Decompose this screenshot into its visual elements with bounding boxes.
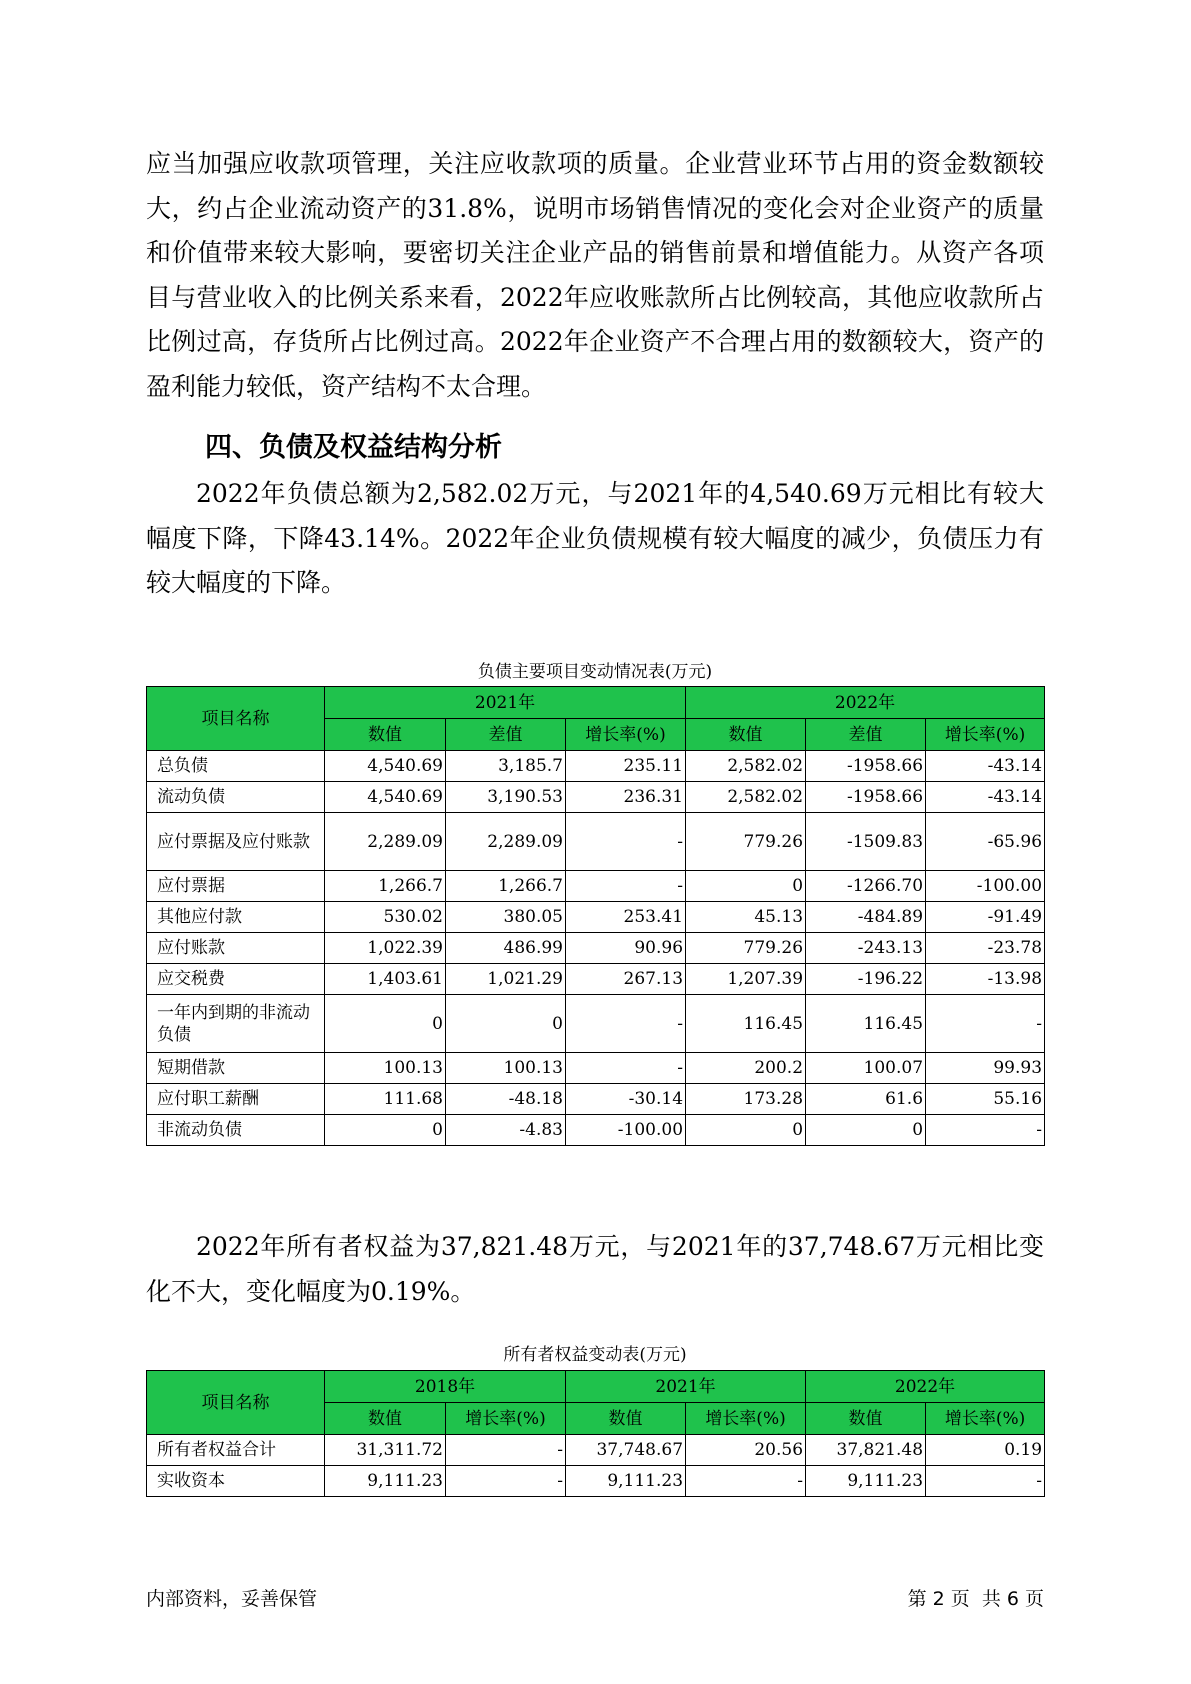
table-cell: 31,311.72 (325, 1435, 446, 1466)
table-row (147, 782, 1045, 813)
table-cell: -484.89 (806, 902, 926, 933)
table-cell: 61.6 (806, 1084, 926, 1115)
table-cell: 2,289.09 (325, 813, 446, 871)
table-cell: 100.13 (446, 1053, 566, 1084)
paragraph-liabilities: 2022年负债总额为2,582.02万元，与2021年的4,540.69万元相比有较大幅度下降，下降43.14%。2022年企业负债规模有较大幅度的减少，负债压力有较大幅度的下降。 (146, 479, 1044, 597)
table-cell: 90.96 (566, 933, 686, 964)
row-label: 非流动负债 (147, 1115, 325, 1146)
table-cell: -65.96 (926, 813, 1045, 871)
table-cell: 1,021.29 (446, 964, 566, 995)
section-heading: 四、负债及权益结构分析 (205, 432, 502, 463)
table-cell: 235.11 (566, 751, 686, 782)
subheader-value: 数值 (686, 719, 806, 751)
table-row (147, 933, 1045, 964)
header-year-2021: 2021年 (566, 1371, 806, 1403)
table-cell: -43.14 (926, 782, 1045, 813)
table-cell: 3,190.53 (446, 782, 566, 813)
table-cell: 45.13 (686, 902, 806, 933)
table-cell: 4,540.69 (325, 751, 446, 782)
table-cell: 1,207.39 (686, 964, 806, 995)
subheader-growth: 增长率(%) (446, 1403, 566, 1435)
table-cell: 0 (686, 1115, 806, 1146)
table-cell: 9,111.23 (566, 1466, 686, 1497)
table-cell: 267.13 (566, 964, 686, 995)
subheader-growth: 增长率(%) (926, 1403, 1045, 1435)
equity-table (146, 1370, 1045, 1497)
table-cell: 2,582.02 (686, 782, 806, 813)
table-cell: 530.02 (325, 902, 446, 933)
header-year-2022: 2022年 (806, 1371, 1045, 1403)
table-cell: 779.26 (686, 933, 806, 964)
table-cell: 100.13 (325, 1053, 446, 1084)
table-cell: 779.26 (686, 813, 806, 871)
table-row (147, 1084, 1045, 1115)
table-cell: - (566, 871, 686, 902)
table-cell: - (926, 1115, 1045, 1146)
row-label: 一年内到期的非流动负债 (147, 995, 325, 1053)
row-label: 应交税费 (147, 964, 325, 995)
table-cell: 2,289.09 (446, 813, 566, 871)
table-cell: 1,266.7 (446, 871, 566, 902)
table-cell: 100.07 (806, 1053, 926, 1084)
table-cell: 0.19 (926, 1435, 1045, 1466)
table-cell: 55.16 (926, 1084, 1045, 1115)
table-cell: - (566, 1053, 686, 1084)
table-cell: 116.45 (806, 995, 926, 1053)
subheader-value: 数值 (806, 1403, 926, 1435)
table-row (147, 964, 1045, 995)
table-cell: -13.98 (926, 964, 1045, 995)
table-cell: 380.05 (446, 902, 566, 933)
table-row (147, 1053, 1045, 1084)
table-cell: -1958.66 (806, 782, 926, 813)
row-label: 应付票据 (147, 871, 325, 902)
table-cell: -43.14 (926, 751, 1045, 782)
header-year-2022: 2022年 (686, 687, 1045, 719)
table-cell: 173.28 (686, 1084, 806, 1115)
table-cell: 0 (325, 1115, 446, 1146)
table-row (147, 995, 1045, 1053)
row-label: 短期借款 (147, 1053, 325, 1084)
table-cell: - (446, 1435, 566, 1466)
table-row (147, 871, 1045, 902)
table-row (147, 751, 1045, 782)
header-year-2018: 2018年 (325, 1371, 566, 1403)
table-cell: 1,266.7 (325, 871, 446, 902)
table-cell: 37,821.48 (806, 1435, 926, 1466)
table-row (147, 1115, 1045, 1146)
subheader-value: 数值 (325, 719, 446, 751)
table-cell: -4.83 (446, 1115, 566, 1146)
paragraph-equity: 2022年所有者权益为37,821.48万元，与2021年的37,748.67万元相比变化不大，变化幅度为0.19%。 (146, 1232, 1044, 1306)
subheader-growth: 增长率(%) (926, 719, 1045, 751)
table-cell: -48.18 (446, 1084, 566, 1115)
table-cell: 37,748.67 (566, 1435, 686, 1466)
table-cell: -91.49 (926, 902, 1045, 933)
table-row (147, 902, 1045, 933)
table-cell: 0 (325, 995, 446, 1053)
row-label: 总负债 (147, 751, 325, 782)
subheader-growth: 增长率(%) (686, 1403, 806, 1435)
table-cell: -1266.70 (806, 871, 926, 902)
header-item-name: 项目名称 (147, 1371, 325, 1435)
table-cell: - (686, 1466, 806, 1497)
table-cell: -243.13 (806, 933, 926, 964)
liabilities-table (146, 686, 1045, 1146)
table-cell: 20.56 (686, 1435, 806, 1466)
table-cell: 116.45 (686, 995, 806, 1053)
row-label: 应付职工薪酬 (147, 1084, 325, 1115)
row-label: 实收资本 (147, 1466, 325, 1497)
table-cell: 0 (806, 1115, 926, 1146)
table-cell: 9,111.23 (806, 1466, 926, 1497)
table-cell: 200.2 (686, 1053, 806, 1084)
table-cell: 111.68 (325, 1084, 446, 1115)
table-cell: 3,185.7 (446, 751, 566, 782)
table-cell: 99.93 (926, 1053, 1045, 1084)
subheader-diff: 差值 (446, 719, 566, 751)
paragraph-receivables: 应当加强应收款项管理，关注应收款项的质量。企业营业环节占用的资金数额较大，约占企业流动资产的31.8%，说明市场销售情况的变化会对企业资产的质量和价值带来较大影响，要密切关注企业产品的销售前景和增值能力。从资产各项目与营业收入的比例关系来看，2022年应收账款所占比例较高，其他应收款所占比例过高，存货所占比例过高。2022年企业资产不合理占用的数额较大，资产的盈利能力较低，资产结构不太合理。 (146, 149, 1044, 401)
table-caption: 所有者权益变动表(万元) (503, 1345, 687, 1365)
table-cell: - (566, 995, 686, 1053)
table-cell: 0 (686, 871, 806, 902)
table-cell: -30.14 (566, 1084, 686, 1115)
table-cell: 253.41 (566, 902, 686, 933)
table-cell: 9,111.23 (325, 1466, 446, 1497)
table-cell: 486.99 (446, 933, 566, 964)
table-row (147, 1466, 1045, 1497)
row-label: 应付票据及应付账款 (147, 813, 325, 871)
table-cell: -1958.66 (806, 751, 926, 782)
table-row (147, 1435, 1045, 1466)
subheader-value: 数值 (566, 1403, 686, 1435)
row-label: 其他应付款 (147, 902, 325, 933)
table-cell: 1,022.39 (325, 933, 446, 964)
table-cell: - (446, 1466, 566, 1497)
table-cell: -23.78 (926, 933, 1045, 964)
footer-confidential: 内部资料，妥善保管 (146, 1588, 318, 1610)
table-cell: -196.22 (806, 964, 926, 995)
table-cell: 1,403.61 (325, 964, 446, 995)
table-cell: - (926, 1466, 1045, 1497)
table-cell: 0 (446, 995, 566, 1053)
row-label: 应付账款 (147, 933, 325, 964)
table-caption: 负债主要项目变动情况表(万元) (477, 662, 713, 682)
subheader-value: 数值 (325, 1403, 446, 1435)
table-cell: -100.00 (926, 871, 1045, 902)
table-cell: 236.31 (566, 782, 686, 813)
table-cell: 2,582.02 (686, 751, 806, 782)
table-cell: -1509.83 (806, 813, 926, 871)
header-item-name: 项目名称 (147, 687, 325, 751)
table-cell: -100.00 (566, 1115, 686, 1146)
table-cell: 4,540.69 (325, 782, 446, 813)
row-label: 所有者权益合计 (147, 1435, 325, 1466)
footer-page-number: 第 2 页 共 6 页 (907, 1588, 1044, 1610)
table-cell: - (566, 813, 686, 871)
table-row (147, 813, 1045, 871)
row-label: 流动负债 (147, 782, 325, 813)
table-cell: - (926, 995, 1045, 1053)
header-year-2021: 2021年 (325, 687, 686, 719)
subheader-diff: 差值 (806, 719, 926, 751)
subheader-growth: 增长率(%) (566, 719, 686, 751)
